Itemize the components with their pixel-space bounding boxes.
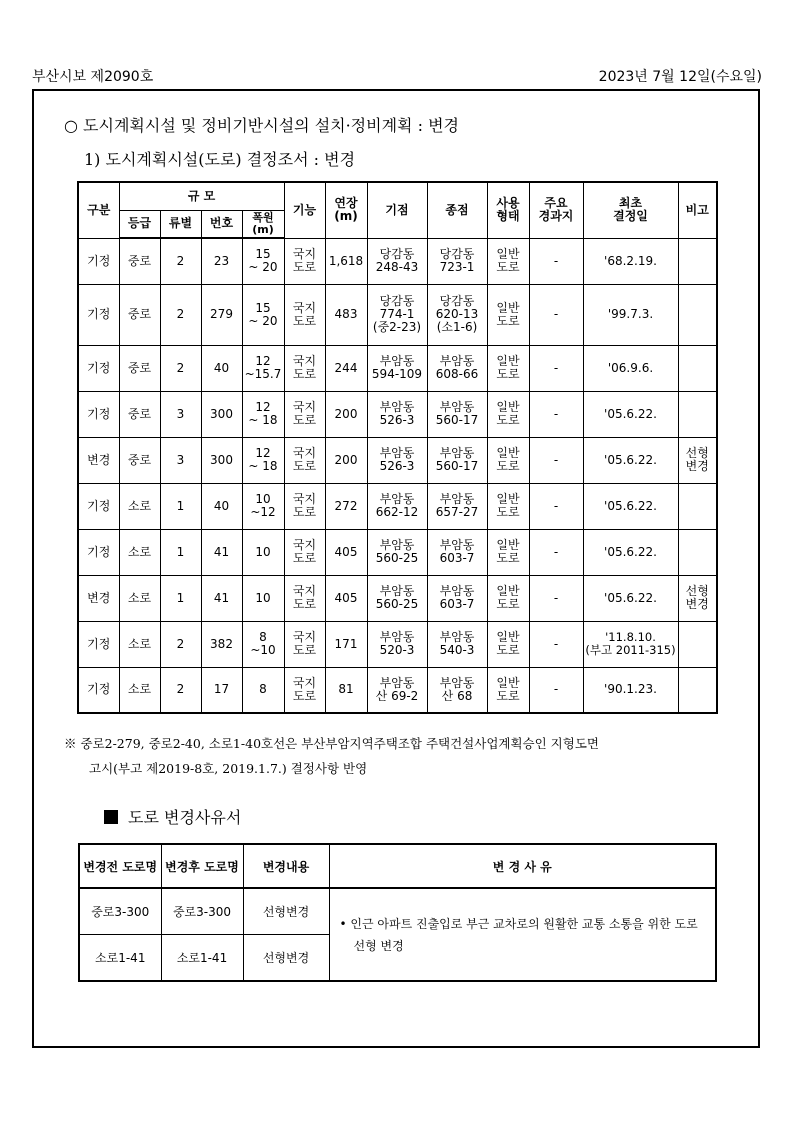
cell-function: 국지 도로: [284, 483, 325, 529]
cell-width: 15 ~ 20: [242, 238, 284, 284]
header-change-content: 변경내용: [243, 844, 329, 888]
publication-date: 2023년 7월 12일(수요일): [598, 69, 762, 85]
subsection-heading: 1) 도시계획시설(도로) 결정조서 : 변경: [84, 150, 356, 169]
cell-start: 부암동 526-3: [367, 437, 427, 483]
cell-via: -: [529, 437, 583, 483]
cell-start: 부암동 662-12: [367, 483, 427, 529]
cell-end: 부암동 560-17: [427, 437, 487, 483]
cell-remarks: 선형 변경: [678, 575, 717, 621]
cell-width: 10: [242, 575, 284, 621]
header-remarks: 비고: [678, 182, 717, 238]
cell-length: 171: [325, 621, 367, 667]
header-length: 연장 (m): [325, 182, 367, 238]
cell-function: 국지 도로: [284, 529, 325, 575]
cell-category: 기정: [78, 667, 119, 713]
cell-type: 3: [160, 391, 201, 437]
cell-function: 국지 도로: [284, 238, 325, 284]
cell-length: 272: [325, 483, 367, 529]
table-row: [78, 437, 717, 483]
cell-type: 2: [160, 238, 201, 284]
note-line-2: 고시(부고 제2019-8호, 2019.1.7.) 결정사항 반영: [89, 761, 368, 776]
header-function: 기능: [284, 182, 325, 238]
cell-remarks: [678, 621, 717, 667]
cell-grade: 중로: [119, 345, 160, 391]
cell-grade: 소로: [119, 667, 160, 713]
cell-end: 부암동 603-7: [427, 575, 487, 621]
change-reason-cell: [329, 888, 716, 981]
cell-via: -: [529, 238, 583, 284]
before-road-cell: 중로3-300: [79, 888, 161, 935]
cell-start: 부암동 산 69-2: [367, 667, 427, 713]
cell-grade: 중로: [119, 284, 160, 345]
section-heading: ○ 도시계획시설 및 정비기반시설의 설치·정비계획 : 변경: [64, 116, 459, 135]
cell-via: -: [529, 345, 583, 391]
header-usage: 사용 형태: [487, 182, 529, 238]
cell-usage: 일반 도로: [487, 284, 529, 345]
cell-category: 기정: [78, 391, 119, 437]
cell-length: 1,618: [325, 238, 367, 284]
cell-end: 부암동 560-17: [427, 391, 487, 437]
cell-number: 17: [201, 667, 242, 713]
cell-via: -: [529, 284, 583, 345]
cell-usage: 일반 도로: [487, 345, 529, 391]
cell-usage: 일반 도로: [487, 391, 529, 437]
cell-length: 200: [325, 391, 367, 437]
cell-first-decision: '05.6.22.: [583, 529, 678, 575]
cell-grade: 중로: [119, 437, 160, 483]
cell-first-decision: '99.7.3.: [583, 284, 678, 345]
change-content-cell: 선형변경: [243, 935, 329, 982]
cell-remarks: [678, 238, 717, 284]
table-row: [78, 284, 717, 345]
cell-via: -: [529, 391, 583, 437]
table-row: [78, 575, 717, 621]
cell-number: 300: [201, 437, 242, 483]
cell-remarks: [678, 391, 717, 437]
cell-category: 기정: [78, 483, 119, 529]
cell-grade: 소로: [119, 575, 160, 621]
cell-type: 2: [160, 345, 201, 391]
header-via: 주요 경과지: [529, 182, 583, 238]
cell-number: 23: [201, 238, 242, 284]
cell-grade: 중로: [119, 238, 160, 284]
cell-grade: 소로: [119, 529, 160, 575]
cell-width: 12 ~ 18: [242, 391, 284, 437]
cell-length: 200: [325, 437, 367, 483]
cell-width: 8 ~10: [242, 621, 284, 667]
cell-first-decision: '05.6.22.: [583, 575, 678, 621]
cell-length: 405: [325, 529, 367, 575]
header-start: 기점: [367, 182, 427, 238]
header-after-road: 변경후 도로명: [161, 844, 243, 888]
cell-number: 300: [201, 391, 242, 437]
cell-category: 기정: [78, 238, 119, 284]
cell-end: 부암동 603-7: [427, 529, 487, 575]
cell-number: 41: [201, 529, 242, 575]
header-change-reason: 변 경 사 유: [329, 844, 716, 888]
cell-start: 부암동 594-109: [367, 345, 427, 391]
cell-start: 당감동 774-1 (중2-23): [367, 284, 427, 345]
header-type: 류별: [160, 210, 201, 238]
cell-first-decision: '05.6.22.: [583, 483, 678, 529]
cell-type: 3: [160, 437, 201, 483]
cell-number: 279: [201, 284, 242, 345]
header-scale: 규 모: [119, 182, 284, 210]
header-number: 번호: [201, 210, 242, 238]
cell-category: 변경: [78, 437, 119, 483]
cell-function: 국지 도로: [284, 345, 325, 391]
cell-usage: 일반 도로: [487, 575, 529, 621]
cell-end: 부암동 산 68: [427, 667, 487, 713]
cell-width: 10 ~12: [242, 483, 284, 529]
cell-type: 2: [160, 621, 201, 667]
cell-usage: 일반 도로: [487, 437, 529, 483]
cell-start: 부암동 526-3: [367, 391, 427, 437]
cell-end: 부암동 657-27: [427, 483, 487, 529]
cell-category: 변경: [78, 575, 119, 621]
cell-via: -: [529, 667, 583, 713]
change-content-cell: 선형변경: [243, 888, 329, 935]
cell-length: 405: [325, 575, 367, 621]
cell-number: 41: [201, 575, 242, 621]
road-decision-table: [77, 181, 718, 714]
cell-remarks: [678, 667, 717, 713]
cell-start: 부암동 560-25: [367, 575, 427, 621]
cell-function: 국지 도로: [284, 284, 325, 345]
cell-grade: 중로: [119, 391, 160, 437]
cell-remarks: [678, 345, 717, 391]
table-row: [78, 238, 717, 284]
cell-first-decision: '68.2.19.: [583, 238, 678, 284]
cell-category: 기정: [78, 621, 119, 667]
table-row: [78, 483, 717, 529]
cell-usage: 일반 도로: [487, 529, 529, 575]
cell-first-decision: '05.6.22.: [583, 391, 678, 437]
after-road-cell: 소로1-41: [161, 935, 243, 982]
cell-first-decision: '11.8.10. (부고 2011-315): [583, 621, 678, 667]
after-road-cell: 중로3-300: [161, 888, 243, 935]
table-row: [78, 529, 717, 575]
cell-remarks: [678, 529, 717, 575]
black-square-icon: [104, 810, 118, 824]
change-reason-text: • 인근 아파트 진출입로 부근 교차로의 원활한 교통 소통을 위한 도로 선형 변경: [339, 916, 698, 953]
cell-grade: 소로: [119, 621, 160, 667]
cell-via: -: [529, 575, 583, 621]
cell-length: 244: [325, 345, 367, 391]
cell-type: 2: [160, 667, 201, 713]
cell-number: 40: [201, 345, 242, 391]
note-line-1: ※ 중로2-279, 중로2-40, 소로1-40호선은 부산부암지역주택조합 주택건설사업계획승인 지형도면: [64, 736, 599, 751]
cell-type: 1: [160, 575, 201, 621]
cell-width: 10: [242, 529, 284, 575]
cell-remarks: [678, 483, 717, 529]
table-row: [78, 345, 717, 391]
cell-width: 8: [242, 667, 284, 713]
cell-first-decision: '90.1.23.: [583, 667, 678, 713]
cell-start: 당감동 248-43: [367, 238, 427, 284]
cell-remarks: 선형 변경: [678, 437, 717, 483]
cell-via: -: [529, 621, 583, 667]
header-first-decision: 최초 결정일: [583, 182, 678, 238]
cell-width: 15 ~ 20: [242, 284, 284, 345]
cell-type: 1: [160, 483, 201, 529]
cell-length: 483: [325, 284, 367, 345]
cell-number: 40: [201, 483, 242, 529]
cell-category: 기정: [78, 284, 119, 345]
cell-usage: 일반 도로: [487, 483, 529, 529]
header-before-road: 변경전 도로명: [79, 844, 161, 888]
cell-function: 국지 도로: [284, 575, 325, 621]
page-header: [32, 66, 762, 86]
cell-end: 당감동 723-1: [427, 238, 487, 284]
cell-end: 부암동 540-3: [427, 621, 487, 667]
cell-length: 81: [325, 667, 367, 713]
note: [64, 731, 754, 781]
cell-first-decision: '06.9.6.: [583, 345, 678, 391]
cell-first-decision: '05.6.22.: [583, 437, 678, 483]
publication-title: 부산시보 제2090호: [32, 69, 154, 85]
header-grade: 등급: [119, 210, 160, 238]
change-reason-title: 도로 변경사유서: [128, 808, 242, 827]
cell-function: 국지 도로: [284, 391, 325, 437]
cell-usage: 일반 도로: [487, 238, 529, 284]
cell-via: -: [529, 483, 583, 529]
table-row: [78, 621, 717, 667]
cell-function: 국지 도로: [284, 621, 325, 667]
cell-function: 국지 도로: [284, 667, 325, 713]
before-road-cell: 소로1-41: [79, 935, 161, 982]
cell-type: 1: [160, 529, 201, 575]
header-end: 종점: [427, 182, 487, 238]
cell-end: 당감동 620-13 (소1-6): [427, 284, 487, 345]
change-reason-heading: [104, 805, 241, 828]
header-category: 구분: [78, 182, 119, 238]
table-row: [78, 391, 717, 437]
header-width: 폭원 (m): [242, 210, 284, 238]
change-reason-table: [78, 843, 717, 982]
cell-type: 2: [160, 284, 201, 345]
cell-usage: 일반 도로: [487, 621, 529, 667]
cell-category: 기정: [78, 529, 119, 575]
cell-via: -: [529, 529, 583, 575]
table-row: [79, 888, 716, 935]
cell-start: 부암동 560-25: [367, 529, 427, 575]
cell-start: 부암동 520-3: [367, 621, 427, 667]
cell-grade: 소로: [119, 483, 160, 529]
table-row: [78, 667, 717, 713]
cell-usage: 일반 도로: [487, 667, 529, 713]
cell-width: 12 ~ 18: [242, 437, 284, 483]
cell-end: 부암동 608-66: [427, 345, 487, 391]
cell-function: 국지 도로: [284, 437, 325, 483]
cell-category: 기정: [78, 345, 119, 391]
cell-remarks: [678, 284, 717, 345]
cell-width: 12 ~15.7: [242, 345, 284, 391]
cell-number: 382: [201, 621, 242, 667]
